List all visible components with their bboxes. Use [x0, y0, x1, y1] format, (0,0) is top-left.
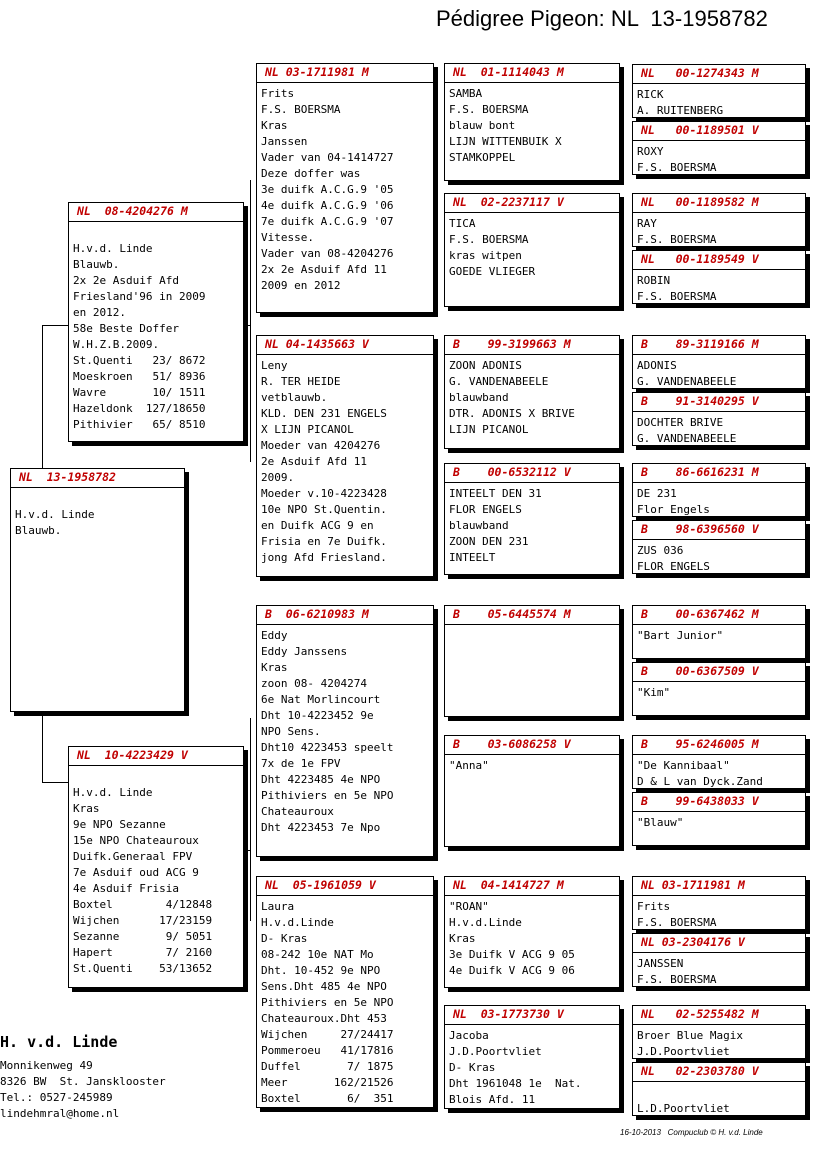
- detail-line: Dht. 10-452 9e NPO: [261, 964, 381, 977]
- detail-line: Moeder v.10-4223428: [261, 487, 387, 500]
- detail-line: Pommeroeu 41/17816: [261, 1044, 394, 1057]
- detail-line: Flor Engels: [637, 503, 710, 516]
- detail-line: St.Quenti 23/ 8672: [73, 354, 206, 367]
- pigeon-card-father: [68, 202, 244, 442]
- detail-line: ZUS 036: [637, 544, 684, 557]
- detail-line: G. VANDENABEELE: [637, 375, 737, 388]
- pigeon-details: [633, 412, 805, 446]
- pigeon-details: [257, 355, 433, 566]
- detail-line: G. VANDENABEELE: [637, 432, 737, 445]
- detail-line: Hazeldonk 127/18650: [73, 402, 206, 415]
- detail-line: Kras: [261, 661, 288, 674]
- detail-line: 58e Beste Doffer: [73, 322, 179, 335]
- ring-number: NL 03-1711981 M: [257, 64, 433, 83]
- pigeon-details: [445, 83, 619, 166]
- detail-line: NPO Sens.: [261, 725, 321, 738]
- pigeon-details: [633, 625, 805, 644]
- pigeon-card-g5: [632, 335, 806, 389]
- detail-line: Blauwb.: [73, 258, 120, 271]
- pigeon-card-mmm: [444, 1005, 620, 1109]
- detail-line: 3e duifk A.C.G.9 '05: [261, 183, 394, 196]
- detail-line: LIJN WITTENBUIK X: [449, 135, 562, 148]
- pigeon-details: [257, 896, 433, 1107]
- detail-line: Chateauroux.Dht 453: [261, 1012, 387, 1025]
- ring-number: NL 03-2304176 V: [633, 934, 805, 953]
- pigeon-card-mm: [256, 876, 434, 1108]
- ring-number: NL 04-1435663 V: [257, 336, 433, 355]
- detail-line: INTEELT DEN 31: [449, 487, 542, 500]
- detail-line: vetblauwb.: [261, 391, 328, 404]
- detail-line: Boxtel 6/ 351: [261, 1092, 394, 1105]
- detail-line: Eddy: [261, 629, 288, 642]
- pigeon-card-g8: [632, 520, 806, 574]
- ring-number: NL 04-1414727 M: [445, 877, 619, 896]
- ring-number: B 03-6086258 V: [445, 736, 619, 755]
- pigeon-card-g14: [632, 933, 806, 987]
- ring-number: NL 08-4204276 M: [69, 203, 243, 222]
- detail-line: "Bart Junior": [637, 629, 724, 642]
- connector-subject-father: [42, 325, 68, 326]
- detail-line: 4e duifk A.C.G.9 '06: [261, 199, 394, 212]
- ring-number: B 91-3140295 V: [633, 393, 805, 412]
- pigeon-details: [445, 213, 619, 280]
- detail-line: St.Quenti 53/13652: [73, 962, 213, 975]
- detail-line: H.v.d.Linde: [449, 916, 522, 929]
- detail-line: Friesland'96 in 2009: [73, 290, 206, 303]
- detail-line: Dht 4223453 7e Npo: [261, 821, 381, 834]
- detail-line: JANSSEN: [637, 957, 684, 970]
- detail-line: Laura: [261, 900, 295, 913]
- detail-line: 2009.: [261, 471, 295, 484]
- detail-line: R. TER HEIDE: [261, 375, 341, 388]
- ring-number: B 95-6246005 M: [633, 736, 805, 755]
- detail-line: ROXY: [637, 145, 664, 158]
- detail-line: 6e Nat Morlincourt: [261, 693, 381, 706]
- owner-phone: Tel.: 0527-245989: [0, 1091, 113, 1104]
- ring-number: NL 00-1189501 V: [633, 122, 805, 141]
- detail-line: F.S. BOERSMA: [637, 916, 717, 929]
- detail-line: F.S. BOERSMA: [449, 233, 529, 246]
- detail-line: F.S. BOERSMA: [637, 161, 717, 174]
- detail-line: TICA: [449, 217, 476, 230]
- detail-line: Blois Afd. 11: [449, 1093, 536, 1106]
- pigeon-card-subject: [10, 468, 185, 712]
- pigeon-details: [445, 896, 619, 979]
- connector-subject-mother: [42, 712, 43, 782]
- pigeon-card-g12: [632, 792, 806, 846]
- pigeon-card-g3: [632, 193, 806, 247]
- detail-line: Dht 1961048 1e Nat.: [449, 1077, 582, 1090]
- detail-line: "De Kannibaal": [637, 759, 730, 772]
- connector-mother: [250, 718, 251, 921]
- detail-line: kras witpen: [449, 249, 522, 262]
- detail-line: Wijchen 27/24417: [261, 1028, 394, 1041]
- ring-number: B 86-6616231 M: [633, 464, 805, 483]
- ring-number: B 89-3119166 M: [633, 336, 805, 355]
- ring-number: B 00-6367462 M: [633, 606, 805, 625]
- detail-line: ZOON DEN 231: [449, 535, 529, 548]
- ring-number: NL 03-1711981 M: [633, 877, 805, 896]
- ring-number: NL 03-1773730 V: [445, 1006, 619, 1025]
- ring-number: NL 01-1114043 M: [445, 64, 619, 83]
- detail-line: J.D.Poortvliet: [449, 1045, 542, 1058]
- pigeon-details: [633, 953, 805, 987]
- detail-line: H.v.d. Linde: [15, 508, 95, 521]
- pigeon-card-g16: [632, 1062, 806, 1116]
- detail-line: GOEDE VLIEGER: [449, 265, 536, 278]
- detail-line: 7e Asduif oud ACG 9: [73, 866, 199, 879]
- detail-line: 2009 en 2012: [261, 279, 341, 292]
- pigeon-card-mf: [256, 605, 434, 857]
- detail-line: SAMBA: [449, 87, 483, 100]
- pigeon-details: [633, 812, 805, 831]
- detail-line: Duffel 7/ 1875: [261, 1060, 394, 1073]
- ring-number: B 05-6445574 M: [445, 606, 619, 625]
- pigeon-details: [445, 483, 619, 566]
- detail-line: Blauwb.: [15, 524, 62, 537]
- detail-line: Dht 10-4223452 9e: [261, 709, 374, 722]
- detail-line: [73, 769, 243, 785]
- detail-line: "Blauw": [637, 816, 684, 829]
- detail-line: Vitesse.: [261, 231, 314, 244]
- footer-credit: Compuclub © H. v.d. Linde: [667, 1128, 763, 1137]
- ring-number: NL 00-1189582 M: [633, 194, 805, 213]
- pigeon-card-mff: [444, 605, 620, 717]
- ring-number: NL 02-2303780 V: [633, 1063, 805, 1082]
- detail-line: [637, 1085, 805, 1101]
- detail-line: LIJN PICANOL: [449, 423, 529, 436]
- detail-line: G. VANDENABEELE: [449, 375, 549, 388]
- ring-number: B 99-3199663 M: [445, 336, 619, 355]
- detail-line: Kras: [73, 802, 100, 815]
- detail-line: Pithiviers en 5e NPO: [261, 789, 394, 802]
- pigeon-card-fm: [256, 335, 434, 577]
- detail-line: jong Afd Friesland.: [261, 551, 387, 564]
- detail-line: "Kim": [637, 686, 671, 699]
- footer-date: 16-10-2013: [620, 1128, 661, 1137]
- detail-line: J.D.Poortvliet: [637, 1045, 730, 1058]
- pigeon-card-ffm: [444, 193, 620, 307]
- detail-line: 7e duifk A.C.G.9 '07: [261, 215, 394, 228]
- detail-line: X LIJN PICANOL: [261, 423, 354, 436]
- pigeon-card-fmf: [444, 335, 620, 449]
- detail-line: Wijchen 17/23159: [73, 914, 213, 927]
- detail-line: Hapert 7/ 2160: [73, 946, 213, 959]
- detail-line: en Duifk ACG 9 en: [261, 519, 374, 532]
- page-title: Pédigree Pigeon: NL 13-1958782: [436, 6, 768, 31]
- detail-line: F.S. BOERSMA: [449, 103, 529, 116]
- pigeon-card-mmf: [444, 876, 620, 988]
- detail-line: RAY: [637, 217, 657, 230]
- detail-line: Leny: [261, 359, 288, 372]
- ring-number: NL 05-1961059 V: [257, 877, 433, 896]
- ring-number: B 98-6396560 V: [633, 521, 805, 540]
- detail-line: 4e Duifk V ACG 9 06: [449, 964, 575, 977]
- detail-line: KLD. DEN 231 ENGELS: [261, 407, 387, 420]
- detail-line: F.S. BOERSMA: [637, 233, 717, 246]
- detail-line: ZOON ADONIS: [449, 359, 522, 372]
- pigeon-card-g9: [632, 605, 806, 659]
- pigeon-details: [257, 83, 433, 294]
- pigeon-details: [69, 766, 243, 977]
- detail-line: Wavre 10/ 1511: [73, 386, 206, 399]
- connector-subject: [42, 325, 43, 468]
- detail-line: F.S. BOERSMA: [637, 290, 717, 303]
- detail-line: Meer 162/21526: [261, 1076, 394, 1089]
- detail-line: 4e Asduif Frisia: [73, 882, 179, 895]
- ring-number: B 99-6438033 V: [633, 793, 805, 812]
- detail-line: 3e Duifk V ACG 9 05: [449, 948, 575, 961]
- detail-line: H.v.d. Linde: [73, 786, 153, 799]
- pigeon-details: [445, 1025, 619, 1108]
- connector-mother-h: [244, 850, 250, 851]
- detail-line: FLOR ENGELS: [637, 560, 710, 573]
- owner-email: lindehmral@home.nl: [0, 1107, 120, 1120]
- pigeon-details: [11, 488, 184, 539]
- detail-line: Dht10 4223453 speelt: [261, 741, 394, 754]
- detail-line: D- Kras: [449, 1061, 496, 1074]
- connector-subject-mother-h: [42, 782, 68, 783]
- detail-line: Moeder van 4204276: [261, 439, 381, 452]
- detail-line: Sezanne 9/ 5051: [73, 930, 213, 943]
- pigeon-details: [445, 625, 619, 628]
- pigeon-card-ff: [256, 63, 434, 313]
- ring-number: NL 00-1274343 M: [633, 65, 805, 84]
- detail-line: en 2012.: [73, 306, 126, 319]
- detail-line: Chateauroux: [261, 805, 334, 818]
- detail-line: [73, 225, 243, 241]
- detail-line: Vader van 08-4204276: [261, 247, 394, 260]
- detail-line: "Anna": [449, 759, 489, 772]
- detail-line: 10e NPO St.Quentin.: [261, 503, 387, 516]
- detail-line: Frits: [261, 87, 295, 100]
- pigeon-card-g2: [632, 121, 806, 175]
- detail-line: 08-242 10e NAT Mo: [261, 948, 374, 961]
- pigeon-card-mfm: [444, 735, 620, 847]
- detail-line: W.H.Z.B.2009.: [73, 338, 160, 351]
- pigeon-card-g13: [632, 876, 806, 930]
- pigeon-details: [633, 896, 805, 930]
- detail-line: Pithivier 65/ 8510: [73, 418, 206, 431]
- ring-number: B 00-6532112 V: [445, 464, 619, 483]
- detail-line: D & L van Dyck.Zand: [637, 775, 763, 788]
- pigeon-card-g15: [632, 1005, 806, 1059]
- detail-line: [15, 491, 184, 507]
- detail-line: Eddy Janssens: [261, 645, 348, 658]
- pigeon-details: [445, 355, 619, 438]
- connector-father: [250, 180, 251, 462]
- pigeon-details: [633, 141, 805, 175]
- detail-line: "ROAN": [449, 900, 489, 913]
- detail-line: A. RUITENBERG: [637, 104, 724, 117]
- detail-line: Frisia en 7e Duifk.: [261, 535, 387, 548]
- detail-line: F.S. BOERSMA: [261, 103, 341, 116]
- detail-line: Dht 4223485 4e NPO: [261, 773, 381, 786]
- connector-father-h: [244, 325, 250, 326]
- pigeon-details: [633, 213, 805, 247]
- detail-line: blauwband: [449, 391, 509, 404]
- pigeon-card-g1: [632, 64, 806, 118]
- detail-line: Kras: [261, 119, 288, 132]
- footer: [620, 1128, 763, 1137]
- pigeon-details: [69, 222, 243, 433]
- detail-line: STAMKOPPEL: [449, 151, 516, 164]
- detail-line: ROBIN: [637, 274, 671, 287]
- pigeon-details: [445, 755, 619, 774]
- detail-line: blauw bont: [449, 119, 516, 132]
- detail-line: Deze doffer was: [261, 167, 361, 180]
- detail-line: Broer Blue Magix: [637, 1029, 743, 1042]
- detail-line: Janssen: [261, 135, 308, 148]
- detail-line: Kras: [449, 932, 476, 945]
- owner-info: [0, 1058, 166, 1122]
- ring-number: B 06-6210983 M: [257, 606, 433, 625]
- detail-line: DTR. ADONIS X BRIVE: [449, 407, 575, 420]
- ring-number: B 00-6367509 V: [633, 663, 805, 682]
- detail-line: 7x de 1e FPV: [261, 757, 341, 770]
- ring-number: NL 10-4223429 V: [69, 747, 243, 766]
- pigeon-card-fff: [444, 63, 620, 181]
- pigeon-card-g11: [632, 735, 806, 789]
- detail-line: 2x 2e Asduif Afd 11: [261, 263, 387, 276]
- pigeon-details: [633, 755, 805, 789]
- detail-line: 9e NPO Sezanne: [73, 818, 166, 831]
- detail-line: D- Kras: [261, 932, 308, 945]
- detail-line: Frits: [637, 900, 671, 913]
- pigeon-details: [633, 355, 805, 389]
- detail-line: H.v.d. Linde: [73, 242, 153, 255]
- pigeon-card-g6: [632, 392, 806, 446]
- pigeon-card-g10: [632, 662, 806, 716]
- detail-line: RICK: [637, 88, 664, 101]
- detail-line: L.D.Poortvliet: [637, 1102, 730, 1115]
- detail-line: Pithiviers en 5e NPO: [261, 996, 394, 1009]
- ring-number: NL 13-1958782: [11, 469, 184, 488]
- detail-line: 2x 2e Asduif Afd: [73, 274, 179, 287]
- owner-address: Monnikenweg 49: [0, 1059, 93, 1072]
- pigeon-details: [633, 682, 805, 701]
- pigeon-details: [633, 1082, 805, 1116]
- pigeon-details: [633, 270, 805, 304]
- ring-number: NL 02-2237117 V: [445, 194, 619, 213]
- detail-line: Sens.Dht 485 4e NPO: [261, 980, 387, 993]
- detail-line: DOCHTER BRIVE: [637, 416, 724, 429]
- detail-line: DE 231: [637, 487, 677, 500]
- detail-line: Moeskroen 51/ 8936: [73, 370, 206, 383]
- pigeon-card-g4: [632, 250, 806, 304]
- pigeon-details: [633, 1025, 805, 1059]
- detail-line: ADONIS: [637, 359, 677, 372]
- pigeon-details: [633, 540, 805, 574]
- detail-line: Boxtel 4/12848: [73, 898, 213, 911]
- owner-city: 8326 BW St. Jansklooster: [0, 1075, 166, 1088]
- owner-name: H. v.d. Linde: [0, 1033, 118, 1051]
- pigeon-card-mother: [68, 746, 244, 988]
- detail-line: F.S. BOERSMA: [637, 973, 717, 986]
- detail-line: INTEELT: [449, 551, 496, 564]
- pigeon-card-fmm: [444, 463, 620, 575]
- detail-line: Duifk.Generaal FPV: [73, 850, 193, 863]
- detail-line: 15e NPO Chateauroux: [73, 834, 199, 847]
- pigeon-card-g7: [632, 463, 806, 517]
- detail-line: zoon 08- 4204274: [261, 677, 367, 690]
- pigeon-details: [633, 84, 805, 118]
- detail-line: blauwband: [449, 519, 509, 532]
- detail-line: Jacoba: [449, 1029, 489, 1042]
- detail-line: Vader van 04-1414727: [261, 151, 394, 164]
- pigeon-details: [633, 483, 805, 517]
- detail-line: FLOR ENGELS: [449, 503, 522, 516]
- ring-number: NL 00-1189549 V: [633, 251, 805, 270]
- ring-number: NL 02-5255482 M: [633, 1006, 805, 1025]
- detail-line: 2e Asduif Afd 11: [261, 455, 367, 468]
- pigeon-details: [257, 625, 433, 836]
- detail-line: H.v.d.Linde: [261, 916, 334, 929]
